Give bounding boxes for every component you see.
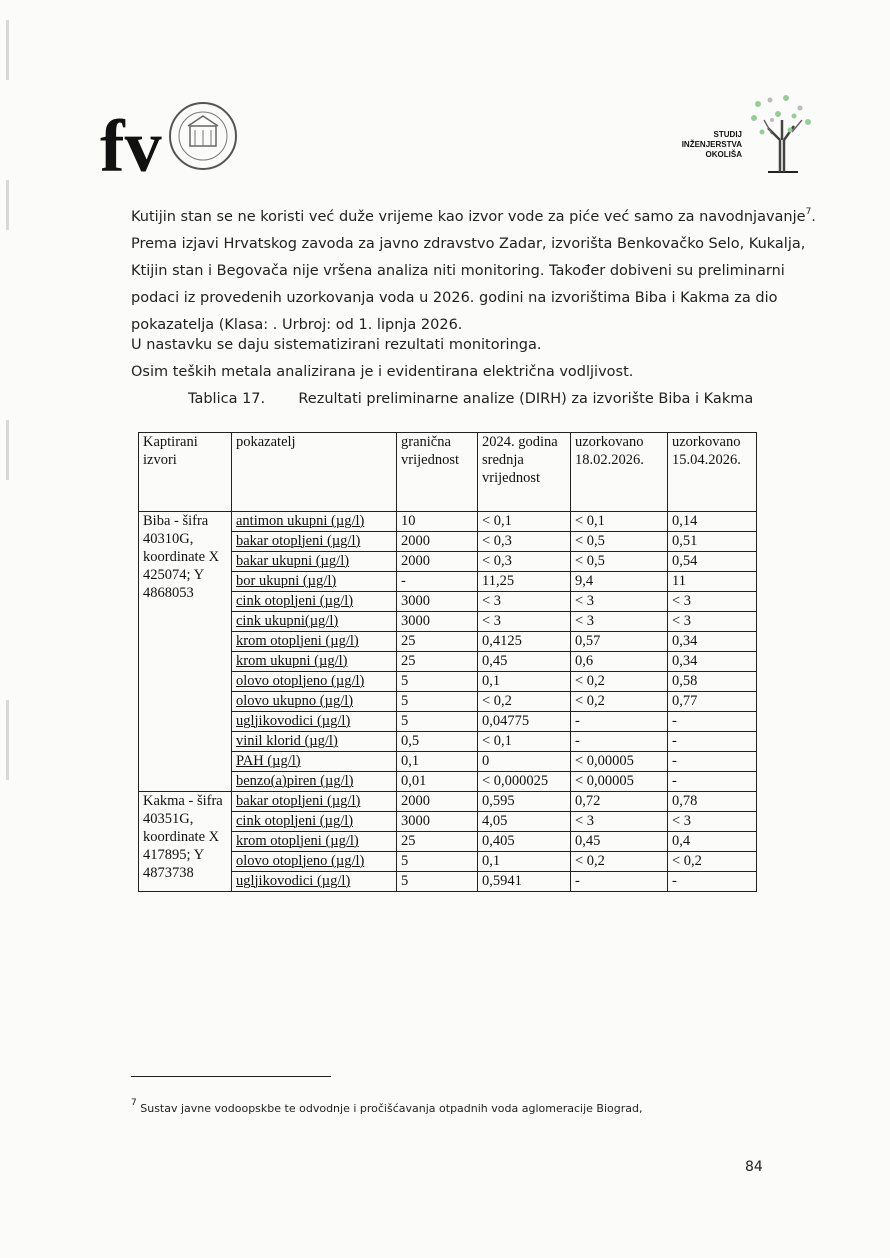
footnote-text: Sustav javne vodoopskbe te odvodnje i pročišćavanja otpadnih voda aglomeracije Biograd, <box>140 1102 643 1115</box>
parameter-cell: krom ukupni (µg/l) <box>232 652 397 672</box>
parameter-cell: bakar otopljeni (µg/l) <box>232 792 397 812</box>
faculty-logo <box>100 96 250 186</box>
paragraph-line: Kutijin stan se ne koristi već duže vrijeme kao izvor vode za piće već samo za navodnjavanje <box>131 209 806 225</box>
page-number: 84 <box>745 1159 763 1175</box>
value-cell: - <box>571 872 668 892</box>
value-cell: < 0,5 <box>571 552 668 572</box>
header-cell: granična vrijednost <box>397 433 478 512</box>
value-cell: 5 <box>397 692 478 712</box>
value-cell: 0,1 <box>478 672 571 692</box>
table-row <box>139 572 757 592</box>
footnote-rule <box>131 1076 331 1077</box>
scan-edge <box>6 180 9 230</box>
value-cell: - <box>571 732 668 752</box>
faculty-logo-text: fv <box>100 106 162 186</box>
value-cell: 0,34 <box>668 632 757 652</box>
value-cell: < 0,3 <box>478 552 571 572</box>
intro-line: U nastavku se daju sistematizirani rezultati monitoringa. <box>131 337 542 353</box>
value-cell: < 0,00005 <box>571 752 668 772</box>
value-cell: 0,45 <box>571 832 668 852</box>
table-caption <box>188 391 753 407</box>
results-table <box>138 432 757 892</box>
value-cell: - <box>397 572 478 592</box>
value-cell: 5 <box>397 672 478 692</box>
value-cell: < 3 <box>571 592 668 612</box>
header-cell: pokazatelj <box>232 433 397 512</box>
value-cell: < 0,2 <box>571 852 668 872</box>
header-cell: Kaptirani izvori <box>139 433 232 512</box>
scan-edge <box>6 20 9 80</box>
value-cell: 11,25 <box>478 572 571 592</box>
value-cell: 0,6 <box>571 652 668 672</box>
table-row <box>139 772 757 792</box>
value-cell: < 3 <box>668 812 757 832</box>
value-cell: 0,45 <box>478 652 571 672</box>
brand-line: INŽENJERSTVA <box>681 140 742 149</box>
value-cell: < 0,1 <box>571 512 668 532</box>
value-cell: 0,405 <box>478 832 571 852</box>
value-cell: 25 <box>397 652 478 672</box>
value-cell: < 0,2 <box>571 692 668 712</box>
parameter-cell: benzo(a)piren (µg/l) <box>232 772 397 792</box>
value-cell: < 3 <box>478 612 571 632</box>
value-cell: < 0,2 <box>478 692 571 712</box>
footnote-number: 7 <box>131 1098 137 1108</box>
parameter-cell: cink otopljeni (µg/l) <box>232 812 397 832</box>
value-cell: 0,01 <box>397 772 478 792</box>
value-cell: 11 <box>668 572 757 592</box>
paragraph-line: Prema izjavi Hrvatskog zavoda za javno zdravstvo Zadar, izvorišta Benkovačko Selo, Kukalja, <box>131 236 806 252</box>
value-cell: 25 <box>397 632 478 652</box>
parameter-cell: cink ukupni(µg/l) <box>232 612 397 632</box>
value-cell: - <box>571 712 668 732</box>
header-cell: 2024. godina srednja vrijednost <box>478 433 571 512</box>
value-cell: < 3 <box>571 612 668 632</box>
brand-line: OKOLIŠA <box>705 150 742 159</box>
value-cell: 0,51 <box>668 532 757 552</box>
source-label-cell: Biba - šifra 40310G, koordinate X 425074; Y 4868053 <box>139 512 232 792</box>
intro-line: Osim teških metala analizirana je i evidentirana električna vodljivost. <box>131 364 634 380</box>
value-cell: 2000 <box>397 532 478 552</box>
value-cell: 3000 <box>397 612 478 632</box>
parameter-cell: bor ukupni (µg/l) <box>232 572 397 592</box>
value-cell: < 0,00005 <box>571 772 668 792</box>
table-row <box>139 672 757 692</box>
paragraph-line: podaci iz provedenih uzorkovanja voda u 2026. godini na izvorištima Biba i Kakma za dio <box>131 290 778 306</box>
biba-rows <box>139 512 757 792</box>
parameter-cell: antimon ukupni (µg/l) <box>232 512 397 532</box>
table-row <box>139 692 757 712</box>
header-cell: uzorkovano 15.04.2026. <box>668 433 757 512</box>
table-header-row <box>139 433 757 512</box>
value-cell: 0,14 <box>668 512 757 532</box>
table-row <box>139 752 757 772</box>
value-cell: - <box>668 752 757 772</box>
header-cell: uzorkovano 18.02.2026. <box>571 433 668 512</box>
value-cell: 10 <box>397 512 478 532</box>
parameter-cell: PAH (µg/l) <box>232 752 397 772</box>
value-cell: < 3 <box>571 812 668 832</box>
value-cell: < 0,000025 <box>478 772 571 792</box>
table-caption-text: Rezultati preliminarne analize (DIRH) za izvorište Biba i Kakma <box>298 391 754 407</box>
value-cell: 2000 <box>397 552 478 572</box>
parameter-cell: krom otopljeni (µg/l) <box>232 832 397 852</box>
value-cell: 0,4125 <box>478 632 571 652</box>
paragraph-line: pokazatelja (Klasa: . Urbroj: od 1. lipnja 2026. <box>131 317 463 333</box>
table-row <box>139 592 757 612</box>
table-row <box>139 732 757 752</box>
table-row <box>139 832 757 852</box>
value-cell: 2000 <box>397 792 478 812</box>
parameter-cell: krom otopljeni (µg/l) <box>232 632 397 652</box>
intro-paragraph: Kutijin stan se ne koristi već duže vrijeme kao izvor vode za piće već samo za navodnjavanje$^7$. Prema izjavi Hrvatskog zavoda za javno zdravstvo Zadar, izvorišta Benkovačko Selo, Kukalja, Ktijin stan i Begovača nije vršena analiza niti monitoring. Također dobiveni su preliminarni podaci iz provedenih uzorkovanja voda u 2026. godini na izvorištima Biba i Kakma za dio pokazatelja (Klasa: . Urbroj: od 1. lipnja 2026. <box>131 199 791 339</box>
value-cell: - <box>668 772 757 792</box>
parameter-cell: olovo otopljeno (µg/l) <box>232 672 397 692</box>
value-cell: 0 <box>478 752 571 772</box>
value-cell: 0,595 <box>478 792 571 812</box>
parameter-cell: ugljikovodici (µg/l) <box>232 712 397 732</box>
value-cell: 0,77 <box>668 692 757 712</box>
value-cell: 0,5941 <box>478 872 571 892</box>
value-cell: < 3 <box>668 592 757 612</box>
scan-edge <box>6 420 9 480</box>
table-row <box>139 792 757 812</box>
table-row <box>139 612 757 632</box>
parameter-cell: olovo otopljeno (µg/l) <box>232 852 397 872</box>
table-row <box>139 632 757 652</box>
value-cell: 0,4 <box>668 832 757 852</box>
source-label-cell: Kakma - šifra 40351G, koordinate X 417895; Y 4873738 <box>139 792 232 892</box>
value-cell: 5 <box>397 872 478 892</box>
value-cell: - <box>668 872 757 892</box>
value-cell: < 0,5 <box>571 532 668 552</box>
brand-line: STUDIJ <box>713 130 742 139</box>
value-cell: 0,58 <box>668 672 757 692</box>
value-cell: 5 <box>397 852 478 872</box>
table-row <box>139 532 757 552</box>
study-brand <box>652 130 742 160</box>
value-cell: 0,57 <box>571 632 668 652</box>
value-cell: 4,05 <box>478 812 571 832</box>
value-cell: 0,04775 <box>478 712 571 732</box>
value-cell: 0,78 <box>668 792 757 812</box>
parameter-cell: ugljikovodici (µg/l) <box>232 872 397 892</box>
kakma-rows <box>139 792 757 892</box>
table-row <box>139 812 757 832</box>
value-cell: < 0,3 <box>478 532 571 552</box>
value-cell: < 0,2 <box>668 852 757 872</box>
parameter-cell: bakar otopljeni (µg/l) <box>232 532 397 552</box>
value-cell: 9,4 <box>571 572 668 592</box>
value-cell: < 0,1 <box>478 732 571 752</box>
table-row <box>139 712 757 732</box>
value-cell: < 3 <box>668 612 757 632</box>
table-caption-label: Tablica 17. <box>188 391 266 407</box>
value-cell: < 0,1 <box>478 512 571 532</box>
value-cell: 3000 <box>397 592 478 612</box>
table-row <box>139 852 757 872</box>
value-cell: 0,54 <box>668 552 757 572</box>
parameter-cell: bakar ukupni (µg/l) <box>232 552 397 572</box>
parameter-cell: cink otopljeni (µg/l) <box>232 592 397 612</box>
footnote-ref[interactable]: 7 <box>805 207 812 217</box>
value-cell: 0,1 <box>397 752 478 772</box>
table-row <box>139 872 757 892</box>
parameter-cell: olovo ukupno (µg/l) <box>232 692 397 712</box>
table-row <box>139 652 757 672</box>
value-cell: 0,34 <box>668 652 757 672</box>
value-cell: 5 <box>397 712 478 732</box>
value-cell: 25 <box>397 832 478 852</box>
value-cell: < 0,2 <box>571 672 668 692</box>
value-cell: < 3 <box>478 592 571 612</box>
table-row <box>139 552 757 572</box>
scan-edge <box>6 700 9 780</box>
value-cell: 3000 <box>397 812 478 832</box>
value-cell: 0,72 <box>571 792 668 812</box>
value-cell: - <box>668 712 757 732</box>
value-cell: 0,5 <box>397 732 478 752</box>
footnote <box>131 1098 642 1115</box>
value-cell: 0,1 <box>478 852 571 872</box>
parameter-cell: vinil klorid (µg/l) <box>232 732 397 752</box>
paragraph-line: Ktijin stan i Begovača nije vršena analiza niti monitoring. Također dobiveni su preliminarni <box>131 263 785 279</box>
value-cell: - <box>668 732 757 752</box>
table-row <box>139 512 757 532</box>
